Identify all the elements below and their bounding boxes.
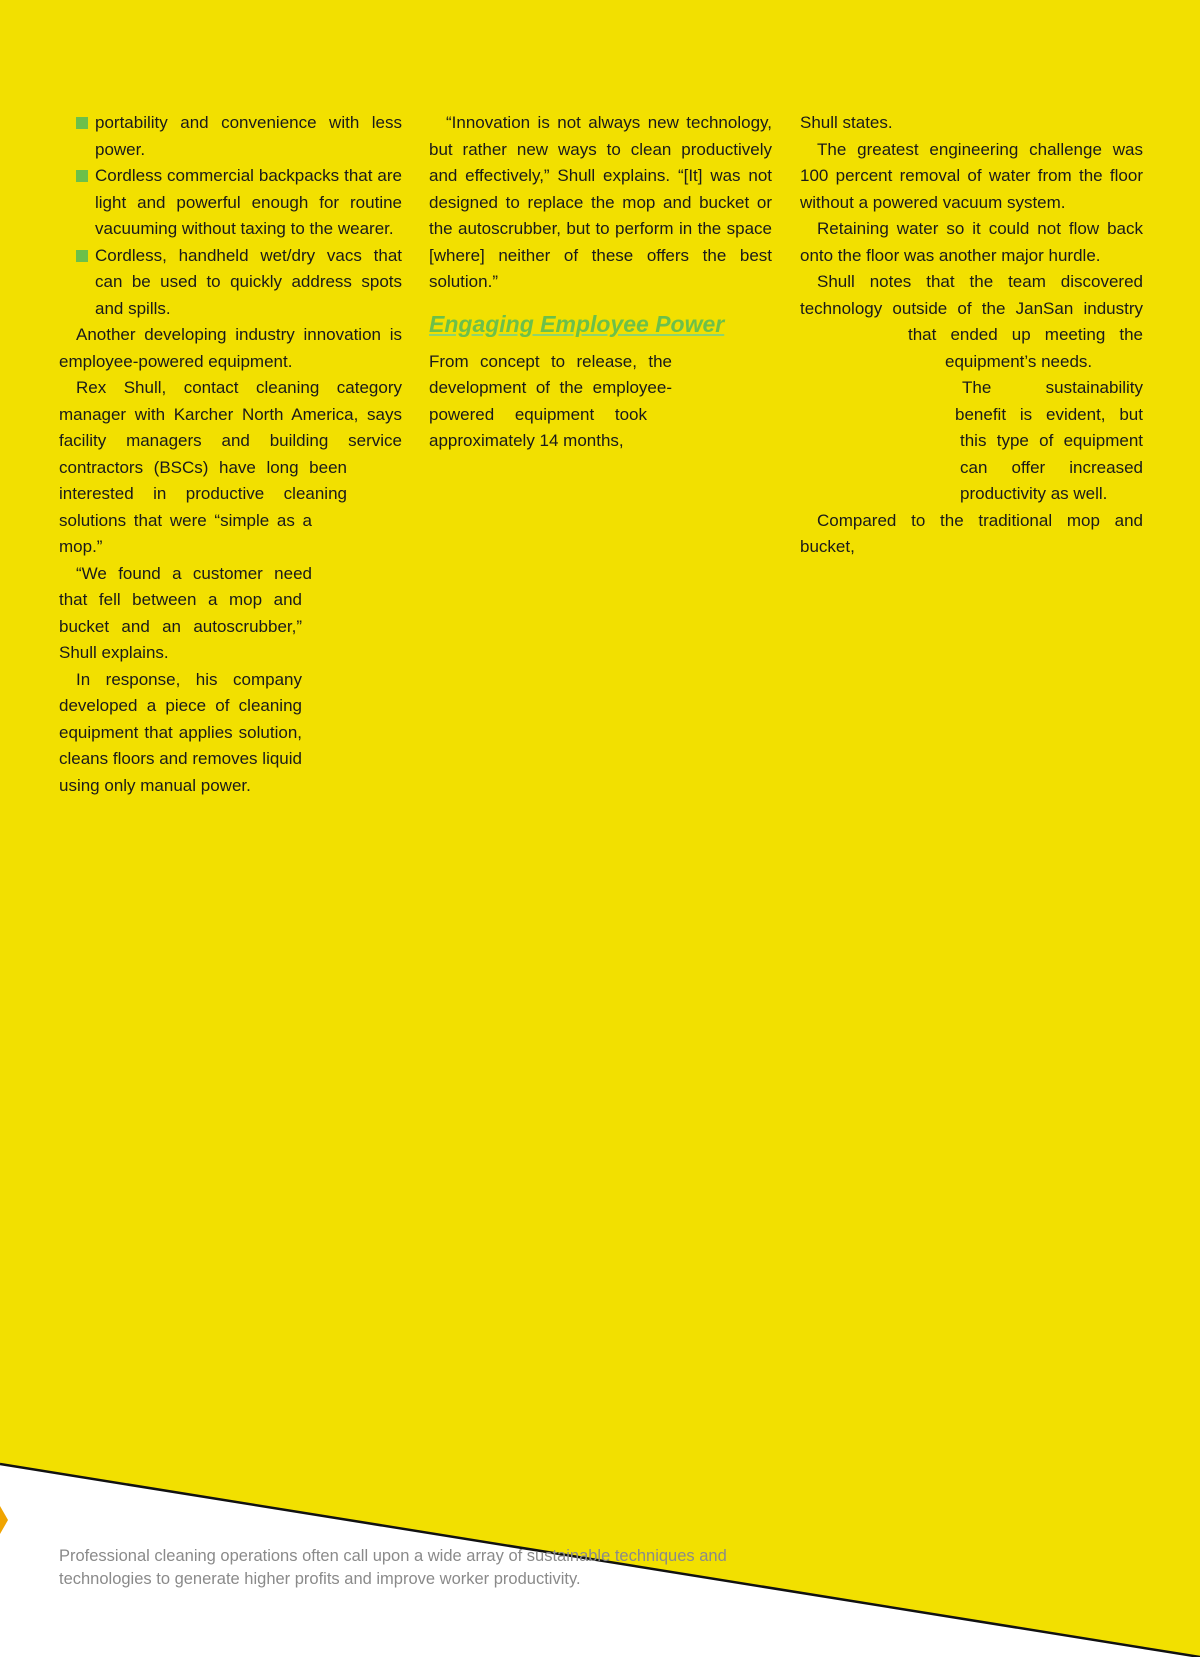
paragraph-team-discovered: Shull notes that the team discovered technology outside of the JanSan industry that ended up meeting the equipment’s needs.	[800, 272, 1143, 371]
paragraph-employee-powered: Another developing industry innovation is employee-powered equipment.	[59, 325, 402, 371]
article-column-3	[800, 110, 1143, 561]
section-heading: Engaging Employee Power	[429, 310, 725, 337]
bullet-item-wet-dry-vacs: Cordless, handheld wet/dry vacs that can be used to quickly address spots and spills.	[95, 243, 402, 323]
paragraph-shull-states: Shull states.	[800, 113, 893, 132]
paragraph-compared-to: Compared to the traditional mop and bucket,	[800, 510, 1143, 556]
paragraph-sustainability-benefit: The sustainability benefit is evident, but this type of equipment can offer increased productivity as well.	[955, 378, 1143, 503]
paragraph-concept-to-release: From concept to release, the development of the employee-powered equipment took approximately 14 months,	[429, 351, 672, 450]
article-column-2	[429, 110, 772, 462]
bullet-continuation: portability and convenience with less power.	[95, 110, 402, 163]
paragraph-innovation-quote: “Innovation is not always new technology, but rather new ways to clean productively and effectively,” Shull explains. “[It] was not designed to replace the mop and bucket or the autoscrubber, but to perform in the space [where] neither of these offers the best solution.”	[429, 113, 772, 291]
paragraph-engineering-challenge: The greatest engineering challenge was 100 percent removal of water from the floor without a powered vacuum system.	[800, 139, 1143, 212]
paragraph-customer-need: “We found a customer need that fell between a mop and bucket and an autoscrubber,” Shull explains.	[59, 563, 312, 662]
equipment-bullet-list	[59, 110, 402, 322]
paragraph-in-response: In response, his company developed a piece of cleaning equipment that applies solution, cleans floors and removes liquid using only manual power.	[59, 669, 302, 795]
paragraph-retaining-water: Retaining water so it could not flow back onto the floor was another major hurdle.	[800, 219, 1143, 265]
article-column-1	[59, 110, 402, 888]
photo-caption: Professional cleaning operations often call upon a wide array of sustainable techniques and technologies to generate higher profits and improve worker productivity.	[59, 1547, 727, 1588]
bullet-item-backpacks: Cordless commercial backpacks that are light and powerful enough for routine vacuuming without taxing to the wearer.	[95, 163, 402, 243]
paragraph-rex-shull: Rex Shull, contact cleaning category manager with Karcher North America, says facility managers and building service contractors (BSCs) have long been interested in productive cleaning solutions that were “simple as a mop.”	[59, 378, 402, 556]
